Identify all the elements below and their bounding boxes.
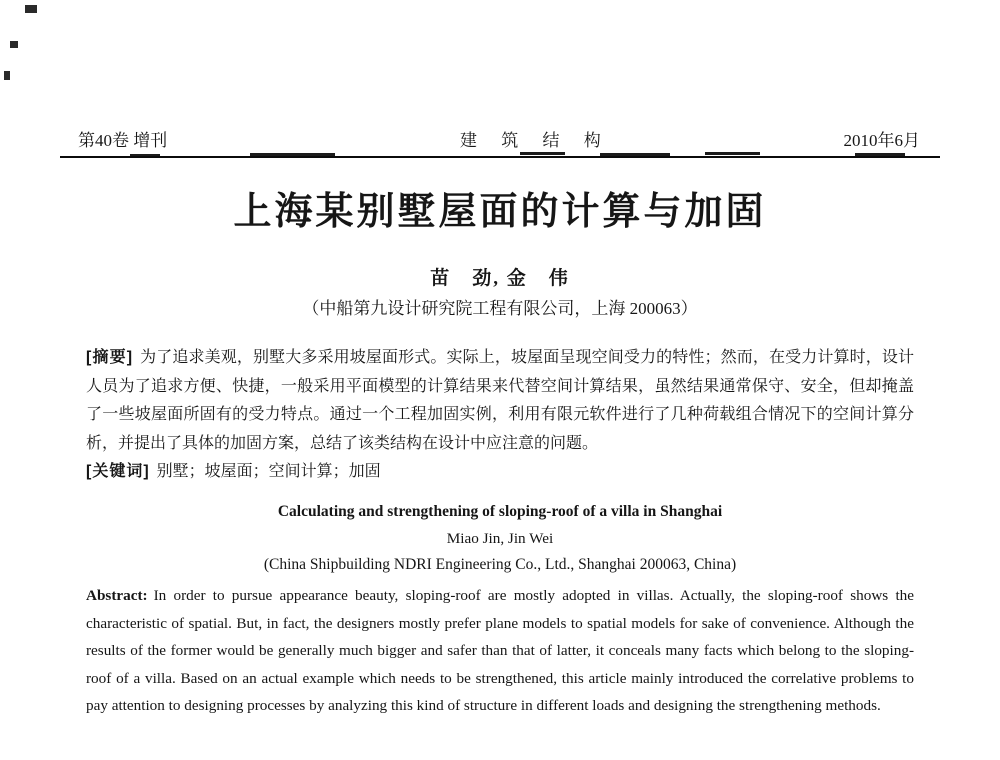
scan-artifact (250, 153, 335, 156)
abstract-cn-label: [摘要] (86, 349, 134, 366)
scan-artifact (855, 153, 905, 156)
scan-speck (4, 71, 10, 80)
authors-en: Miao Jin, Jin Wei (446, 530, 554, 547)
page-header (78, 126, 920, 151)
authors-cn: 苗 劲, 金 伟 (430, 268, 570, 289)
english-section (86, 503, 914, 720)
scan-artifact (130, 154, 160, 156)
keywords-cn-label: [关键词] (86, 463, 150, 481)
chinese-abstract-block (86, 344, 914, 487)
scan-artifact (705, 152, 760, 155)
abstract-en-label: Abstract: (86, 587, 148, 604)
abstract-cn-paragraph (86, 344, 914, 458)
abstract-cn-text: 为了追求美观，别墅大多采用坡屋面形式。实际上，坡屋面呈现空间受力的特性；然而，在受力计算时，设计人员为了追求方便、快捷，一般采用平面模型的计算结果来代替空间计算结果，虽然结果通常保守、安全，但却掩盖了一些坡屋面所固有的受力特点。通过一个工程加固实例，利用有限元软件进行了几种荷载组合情况下的空间计算分析，并提出了具体的加固方案，总结了该类结构在设计中应注意的问题。 (86, 349, 914, 452)
keywords-cn-paragraph (86, 458, 914, 487)
affiliation-en: (China Shipbuilding NDRI Engineering Co., Ltd., Shanghai 200063, China) (263, 556, 737, 573)
scan-artifact (600, 153, 670, 156)
abstract-en-paragraph (86, 582, 914, 720)
scan-speck (10, 41, 18, 48)
header-volume-issue: 第40卷 增刊 (78, 131, 168, 150)
scan-speck (25, 5, 37, 13)
article-title-en: Calculating and strengthening of sloping-roof of a villa in Shanghai (277, 503, 723, 520)
scan-artifact (520, 152, 565, 155)
keywords-cn-text: 别墅；坡屋面；空间计算；加固 (156, 463, 381, 481)
article-title-cn: 上海某别墅屋面的计算与加固 (233, 191, 767, 233)
header-date: 2010年6月 (843, 131, 920, 150)
abstract-en-text: In order to pursue appearance beauty, sloping-roof are mostly adopted in villas. Actually, the sloping-roof shows the characteristic of spatial. But, in fact, the designers mostly prefer plane models to spatial models for sake of convenience. Although the results of the former would be generally much bigger and safer than that of latter, it conceals many facts which belong to the sloping-roof of a villa. Based on an actual example which needs to be strengthened, this article mainly introduced the correlative problems to pay attention to designing processes by analyzing this kind of structure in different loads and designing the strengthening methods. (86, 587, 914, 715)
header-rule (60, 156, 940, 158)
header-journal-name: 建 筑 结 构 (460, 131, 611, 150)
affiliation-cn: （中船第九设计研究院工程有限公司，上海 200063） (302, 299, 698, 318)
